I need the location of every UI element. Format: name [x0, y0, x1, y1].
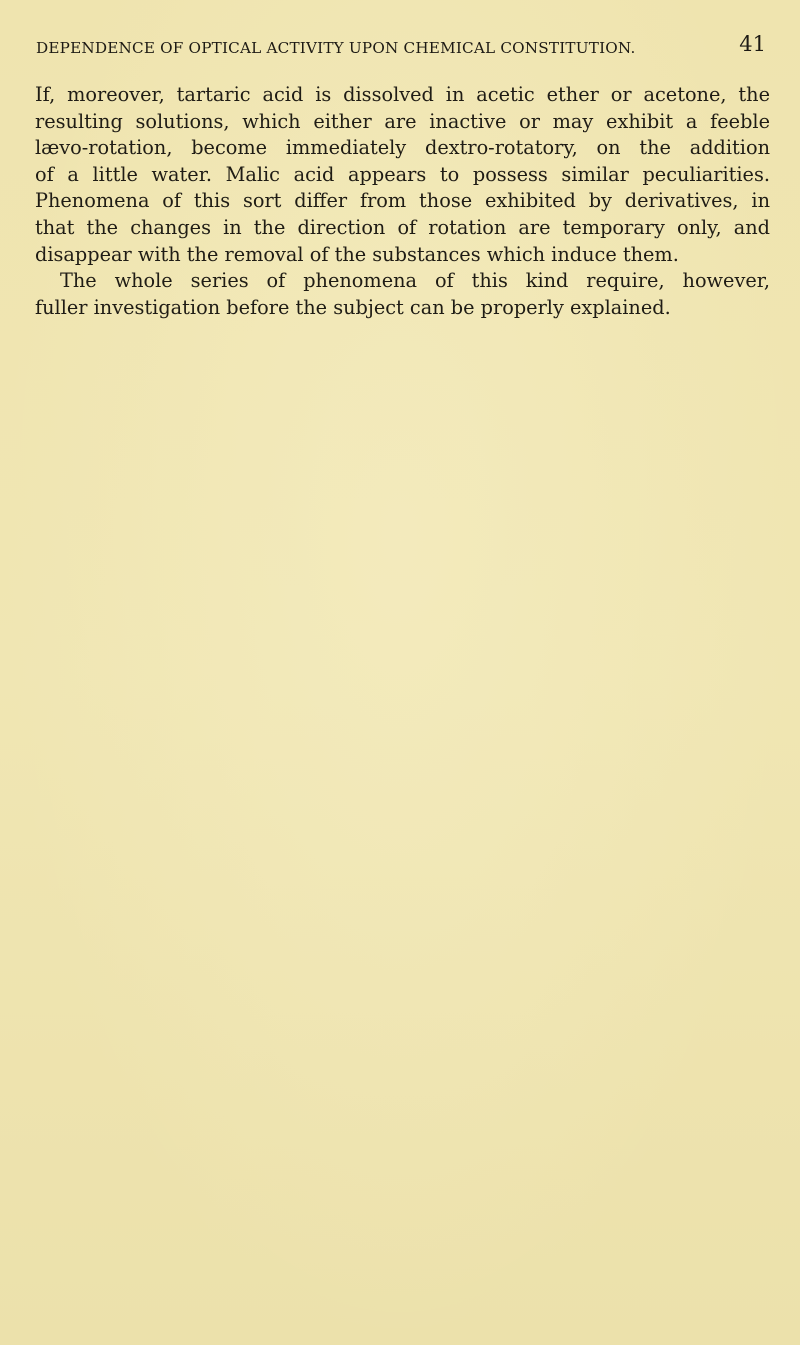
paragraph — [35, 82, 770, 268]
text-line: The whole series of phenomena of this kind require, however, — [60, 269, 770, 293]
body-text — [35, 82, 770, 321]
text-line: of a little water. Malic acid appears to possess similar peculiarities. — [35, 162, 770, 186]
text-line: disappear with the removal of the substances which induce them. — [35, 242, 679, 266]
page-header — [36, 32, 766, 57]
text-line: lævo-rotation, become immediately dextro-rotatory, on the addition — [35, 136, 770, 160]
page-number: 41 — [739, 32, 766, 56]
text-line: that the changes in the direction of rotation are temporary only, and — [35, 215, 770, 239]
text-line: If, moreover, tartaric acid is dissolved in acetic ether or acetone, the — [35, 83, 770, 106]
text-line: resulting solutions, which either are inactive or may exhibit a feeble — [35, 109, 770, 133]
text-line: fuller investigation before the subject can be properly explained. — [35, 295, 671, 319]
paragraph — [35, 268, 770, 321]
text-line: Phenomena of this sort differ from those exhibited by derivatives, in — [35, 189, 770, 213]
running-head: DEPENDENCE OF OPTICAL ACTIVITY UPON CHEMICAL CONSTITUTION. — [36, 39, 636, 57]
